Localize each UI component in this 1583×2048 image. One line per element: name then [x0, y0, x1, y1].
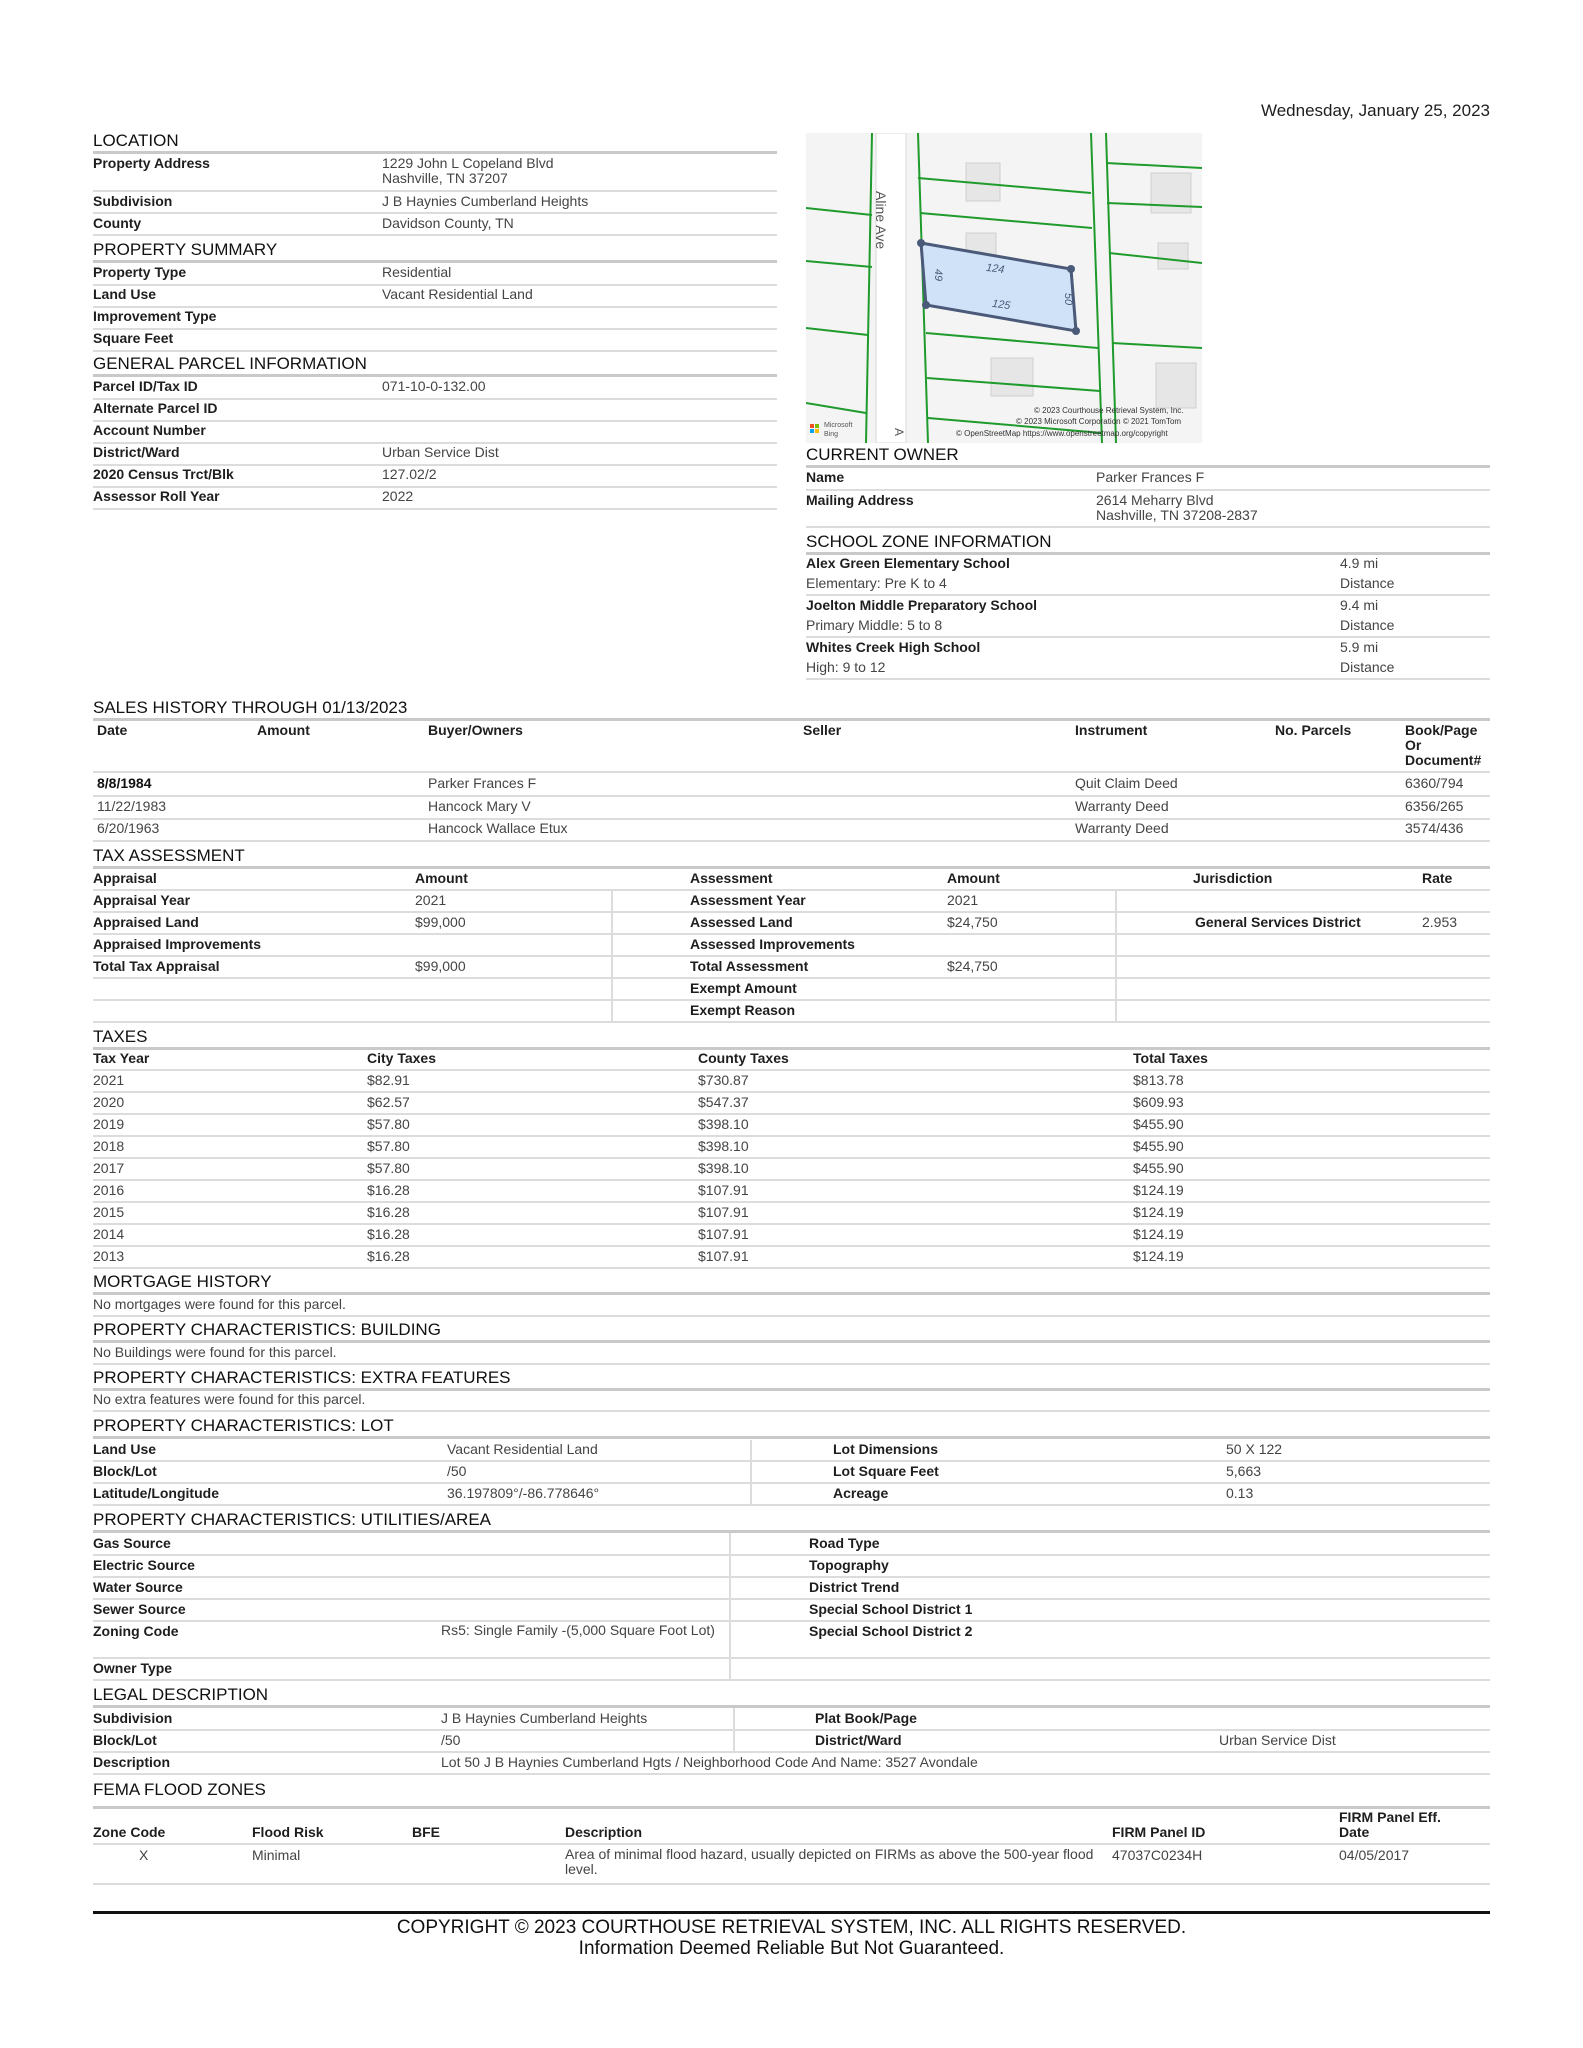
- lot-label-124: 124: [985, 261, 1006, 277]
- land-use-label: Land Use: [93, 286, 157, 302]
- row-divider: [93, 1223, 1490, 1225]
- row-divider: [93, 1113, 1490, 1115]
- row-divider: [93, 1410, 1490, 1412]
- legal-district-label: District/Ward: [815, 1732, 902, 1748]
- school-distance: 9.4 mi: [1340, 597, 1379, 613]
- section-title-fema: FEMA FLOOD ZONES: [93, 1780, 266, 1799]
- rate-value: 2.953: [1422, 914, 1458, 930]
- tax-year-cell: 2017: [93, 1160, 125, 1176]
- lot-label-125: 125: [991, 297, 1012, 313]
- fema-zone-value: X: [139, 1847, 149, 1863]
- section-title-mortgage: MORTGAGE HISTORY: [93, 1272, 272, 1291]
- section-divider: [93, 1530, 1490, 1533]
- row-divider: [93, 328, 777, 330]
- row-divider: [806, 636, 1490, 638]
- sales-header-or: Or: [1405, 737, 1422, 753]
- tax-county-cell: $107.91: [698, 1248, 749, 1264]
- sales-buyer: Hancock Wallace Etux: [428, 820, 568, 836]
- tax-year-cell: 2020: [93, 1094, 125, 1110]
- row-divider: [93, 1883, 1490, 1885]
- row-divider: [93, 1729, 1490, 1731]
- water-source-label: Water Source: [93, 1579, 183, 1595]
- tax-city-cell: $16.28: [367, 1248, 410, 1264]
- footer-disclaimer: Information Deemed Reliable But Not Guaranteed.: [578, 1938, 1005, 1959]
- section-title-current-owner: CURRENT OWNER: [806, 445, 959, 464]
- total-appraisal-value: $99,000: [415, 958, 466, 974]
- section-divider: [93, 1806, 1490, 1809]
- footer-divider: [93, 1911, 1490, 1914]
- owner-name-value: Parker Frances F: [1096, 469, 1205, 485]
- school-distance: 5.9 mi: [1340, 639, 1379, 655]
- lot-land-use-label: Land Use: [93, 1441, 157, 1457]
- lot-block-label: Block/Lot: [93, 1463, 157, 1479]
- header-appraisal: Appraisal: [93, 870, 157, 886]
- lot-sqft-value: 5,663: [1226, 1463, 1262, 1479]
- column-divider: [750, 1440, 752, 1506]
- sales-header-instrument: Instrument: [1075, 722, 1148, 738]
- special-school-district-1-label: Special School District 1: [809, 1601, 973, 1617]
- row-divider: [93, 1135, 1490, 1137]
- roll-year-value: 2022: [382, 488, 414, 504]
- school-distance: 4.9 mi: [1340, 555, 1379, 571]
- sales-header-seller: Seller: [803, 722, 842, 738]
- electric-source-label: Electric Source: [93, 1557, 195, 1573]
- building-empty-message: No Buildings were found for this parcel.: [93, 1344, 337, 1360]
- sewer-source-label: Sewer Source: [93, 1601, 186, 1617]
- improvement-type-label: Improvement Type: [93, 308, 217, 324]
- appraised-improvements-label: Appraised Improvements: [93, 936, 262, 952]
- land-use-value: Vacant Residential Land: [382, 286, 533, 302]
- district-ward-label: District/Ward: [93, 444, 180, 460]
- fema-header-zone: Zone Code: [93, 1824, 166, 1840]
- appraisal-year-label: Appraisal Year: [93, 892, 191, 908]
- parcel-map-graphic: [806, 133, 1202, 443]
- fema-description-value: Area of minimal flood hazard, usually depicted on FIRMs as above the 500-year flood level.: [565, 1846, 1094, 1877]
- legal-block-value: /50: [441, 1732, 461, 1748]
- fema-header-date: Date: [1339, 1824, 1370, 1840]
- total-assessment-label: Total Assessment: [690, 958, 809, 974]
- gas-source-label: Gas Source: [93, 1535, 171, 1551]
- map-credit-crs: © 2023 Courthouse Retrieval System, Inc.: [1034, 406, 1184, 415]
- microsoft-label: Microsoft: [824, 422, 853, 429]
- lot-dimensions-label: Lot Dimensions: [833, 1441, 939, 1457]
- tax-total-cell: $455.90: [1133, 1138, 1184, 1154]
- fema-header-bfe: BFE: [412, 1824, 440, 1840]
- header-jurisdiction: Jurisdiction: [1193, 870, 1273, 886]
- tax-county-cell: $107.91: [698, 1226, 749, 1242]
- census-label: 2020 Census Trct/Blk: [93, 466, 234, 482]
- subdivision-value: J B Haynies Cumberland Heights: [382, 193, 589, 209]
- row-divider: [93, 977, 1490, 979]
- school-distance-label: Distance: [1340, 575, 1395, 591]
- tax-county-cell: $547.37: [698, 1094, 749, 1110]
- section-divider: [93, 1705, 1490, 1708]
- header-assessment-amount: Amount: [947, 870, 1000, 886]
- property-type-value: Residential: [382, 264, 452, 280]
- row-divider: [93, 840, 1490, 842]
- exempt-amount-label: Exempt Amount: [690, 980, 797, 996]
- legal-description-label: Description: [93, 1754, 171, 1770]
- tax-city-cell: $82.91: [367, 1072, 410, 1088]
- assessed-improvements-label: Assessed Improvements: [690, 936, 855, 952]
- sales-instrument: Quit Claim Deed: [1075, 775, 1178, 791]
- row-divider: [806, 526, 1490, 528]
- sales-header-date: Date: [97, 722, 128, 738]
- row-divider: [93, 1620, 1490, 1622]
- subdivision-label: Subdivision: [93, 193, 173, 209]
- legal-district-value: Urban Service Dist: [1219, 1732, 1336, 1748]
- row-divider: [93, 771, 1490, 773]
- row-divider: [806, 594, 1490, 596]
- section-title-sales-history: SALES HISTORY THROUGH 01/13/2023: [93, 698, 408, 717]
- row-divider: [93, 1091, 1490, 1093]
- microsoft-logo-icon: [810, 424, 820, 434]
- alt-parcel-label: Alternate Parcel ID: [93, 400, 218, 416]
- census-value: 127.02/2: [382, 466, 437, 482]
- school-name: Joelton Middle Preparatory School: [806, 597, 1038, 613]
- section-title-school-zone: SCHOOL ZONE INFORMATION: [806, 532, 1052, 551]
- sales-header-buyer: Buyer/Owners: [428, 722, 523, 738]
- row-divider: [93, 999, 1490, 1001]
- sales-date: 6/20/1963: [97, 820, 160, 836]
- special-school-district-2-label: Special School District 2: [809, 1623, 973, 1639]
- row-divider: [806, 678, 1490, 680]
- mailing-address-line1: 2614 Meharry Blvd: [1096, 492, 1214, 508]
- section-divider: [806, 465, 1490, 468]
- header-rate: Rate: [1422, 870, 1453, 886]
- section-divider: [93, 1436, 1490, 1439]
- legal-block-label: Block/Lot: [93, 1732, 157, 1748]
- dimension-label-50: 50: [1062, 292, 1075, 306]
- appraised-land-label: Appraised Land: [93, 914, 199, 930]
- district-trend-label: District Trend: [809, 1579, 900, 1595]
- tax-year-cell: 2014: [93, 1226, 125, 1242]
- taxes-header-year: Tax Year: [93, 1050, 150, 1066]
- fema-header-risk: Flood Risk: [252, 1824, 324, 1840]
- school-level: Elementary: Pre K to 4: [806, 575, 947, 591]
- square-feet-label: Square Feet: [93, 330, 174, 346]
- assessed-land-label: Assessed Land: [690, 914, 793, 930]
- assessment-year-label: Assessment Year: [690, 892, 806, 908]
- section-title-parcel: GENERAL PARCEL INFORMATION: [93, 354, 367, 373]
- section-title-utilities: PROPERTY CHARACTERISTICS: UTILITIES/AREA: [93, 1510, 492, 1529]
- sales-instrument: Warranty Deed: [1075, 798, 1169, 814]
- section-title-tax-assessment: TAX ASSESSMENT: [93, 846, 245, 865]
- sales-buyer: Hancock Mary V: [428, 798, 531, 814]
- sales-header-parcels: No. Parcels: [1275, 722, 1352, 738]
- row-divider: [93, 1460, 1490, 1462]
- tax-county-cell: $107.91: [698, 1204, 749, 1220]
- section-title-legal: LEGAL DESCRIPTION: [93, 1685, 269, 1704]
- taxes-header-city: City Taxes: [367, 1050, 436, 1066]
- tax-year-cell: 2019: [93, 1116, 125, 1132]
- row-divider: [93, 1751, 1490, 1753]
- section-divider: [93, 1047, 1490, 1050]
- section-divider: [93, 866, 1490, 869]
- tax-city-cell: $57.80: [367, 1116, 410, 1132]
- county-label: County: [93, 215, 142, 231]
- tax-county-cell: $730.87: [698, 1072, 749, 1088]
- total-appraisal-label: Total Tax Appraisal: [93, 958, 220, 974]
- tax-county-cell: $398.10: [698, 1160, 749, 1176]
- mailing-address-line2: Nashville, TN 37208-2837: [1096, 507, 1258, 523]
- fema-panel-value: 47037C0234H: [1112, 1847, 1203, 1863]
- legal-description-value: Lot 50 J B Haynies Cumberland Hgts / Neighborhood Code And Name: 3527 Avondale: [441, 1754, 978, 1770]
- row-divider: [93, 1554, 1490, 1556]
- school-distance-label: Distance: [1340, 617, 1395, 633]
- lot-sqft-label: Lot Square Feet: [833, 1463, 939, 1479]
- school-name: Whites Creek High School: [806, 639, 981, 655]
- jurisdiction-value: General Services District: [1195, 914, 1361, 930]
- row-divider: [93, 1201, 1490, 1203]
- taxes-header-total: Total Taxes: [1133, 1050, 1208, 1066]
- tax-year-cell: 2016: [93, 1182, 125, 1198]
- tax-city-cell: $16.28: [367, 1182, 410, 1198]
- row-divider: [93, 1679, 1490, 1681]
- row-divider: [93, 190, 777, 192]
- section-divider: [93, 151, 777, 154]
- report-date: Wednesday, January 25, 2023: [1260, 101, 1490, 120]
- parcel-id-value: 071-10-0-132.00: [382, 378, 486, 394]
- lat-lon-label: Latitude/Longitude: [93, 1485, 219, 1501]
- tax-county-cell: $398.10: [698, 1116, 749, 1132]
- tax-total-cell: $455.90: [1133, 1160, 1184, 1176]
- tax-total-cell: $124.19: [1133, 1226, 1184, 1242]
- exempt-reason-label: Exempt Reason: [690, 1002, 796, 1018]
- header-assessment: Assessment: [690, 870, 773, 886]
- tax-county-cell: $398.10: [698, 1138, 749, 1154]
- map-credit-microsoft: © 2023 Microsoft Corporation © 2021 TomTom: [1016, 417, 1182, 426]
- tax-city-cell: $62.57: [367, 1094, 410, 1110]
- mailing-address-label: Mailing Address: [806, 492, 914, 508]
- fema-header-panel: FIRM Panel ID: [1112, 1824, 1206, 1840]
- assessment-year-value: 2021: [947, 892, 979, 908]
- parcel-id-label: Parcel ID/Tax ID: [93, 378, 198, 394]
- row-divider: [93, 1267, 1490, 1269]
- section-divider: [93, 374, 777, 377]
- tax-total-cell: $455.90: [1133, 1116, 1184, 1132]
- row-divider: [93, 955, 1490, 957]
- row-divider: [93, 1504, 1490, 1506]
- lot-land-use-value: Vacant Residential Land: [447, 1441, 598, 1457]
- row-divider: [93, 933, 1490, 935]
- acreage-value: 0.13: [1226, 1485, 1254, 1501]
- property-address-line1: 1229 John L Copeland Blvd: [382, 155, 554, 171]
- tax-total-cell: $124.19: [1133, 1204, 1184, 1220]
- sales-book-page: 6360/794: [1405, 775, 1464, 791]
- tax-year-cell: 2015: [93, 1204, 125, 1220]
- school-distance-label: Distance: [1340, 659, 1395, 675]
- legal-subdivision-label: Subdivision: [93, 1710, 173, 1726]
- tax-city-cell: $57.80: [367, 1138, 410, 1154]
- tax-total-cell: $124.19: [1133, 1182, 1184, 1198]
- lot-dimensions-value: 50 X 122: [1226, 1441, 1283, 1457]
- row-divider: [93, 795, 1490, 797]
- fema-risk-value: Minimal: [252, 1847, 301, 1863]
- district-ward-value: Urban Service Dist: [382, 444, 499, 460]
- section-title-taxes: TAXES: [93, 1027, 148, 1046]
- row-divider: [93, 1363, 1490, 1365]
- sales-instrument: Warranty Deed: [1075, 820, 1169, 836]
- property-address-label: Property Address: [93, 155, 210, 171]
- section-divider: [93, 1292, 1490, 1295]
- row-divider: [93, 1482, 1490, 1484]
- extra-features-empty-message: No extra features were found for this parcel.: [93, 1391, 366, 1407]
- footer-copyright: COPYRIGHT © 2023 COURTHOUSE RETRIEVAL SYSTEM, INC. ALL RIGHTS RESERVED.: [396, 1917, 1187, 1938]
- row-divider: [93, 1843, 1490, 1845]
- tax-total-cell: $813.78: [1133, 1072, 1184, 1088]
- parcel-map[interactable]: [806, 133, 1202, 443]
- sales-date: 8/8/1984: [97, 775, 152, 791]
- tax-total-cell: $124.19: [1133, 1248, 1184, 1264]
- roll-year-label: Assessor Roll Year: [93, 488, 220, 504]
- taxes-header-county: County Taxes: [698, 1050, 789, 1066]
- school-level: High: 9 to 12: [806, 659, 886, 675]
- topography-label: Topography: [809, 1557, 889, 1573]
- sales-header-book-page: Book/Page: [1405, 722, 1478, 738]
- tax-city-cell: $16.28: [367, 1204, 410, 1220]
- appraised-land-value: $99,000: [415, 914, 466, 930]
- section-title-location: LOCATION: [93, 131, 179, 150]
- row-divider: [93, 1021, 1490, 1023]
- bing-label: Bing: [824, 431, 839, 438]
- street-label: Aline Ave: [873, 191, 889, 250]
- tax-year-cell: 2018: [93, 1138, 125, 1154]
- owner-type-label: Owner Type: [93, 1660, 173, 1676]
- section-divider: [93, 1340, 1490, 1343]
- tax-city-cell: $57.80: [367, 1160, 410, 1176]
- tax-year-cell: 2013: [93, 1248, 125, 1264]
- row-divider: [93, 818, 1490, 820]
- section-title-extra-features: PROPERTY CHARACTERISTICS: EXTRA FEATURES: [93, 1368, 511, 1387]
- section-divider: [93, 260, 777, 263]
- section-title-lot: PROPERTY CHARACTERISTICS: LOT: [93, 1416, 394, 1435]
- total-assessment-value: $24,750: [947, 958, 998, 974]
- row-divider: [93, 1773, 1490, 1775]
- county-value: Davidson County, TN: [382, 215, 514, 231]
- legal-subdivision-value: J B Haynies Cumberland Heights: [441, 1710, 648, 1726]
- row-divider: [93, 508, 777, 510]
- sales-header-document: Document#: [1405, 752, 1482, 768]
- acreage-label: Acreage: [833, 1485, 889, 1501]
- row-divider: [93, 1179, 1490, 1181]
- section-title-property-summary: PROPERTY SUMMARY: [93, 240, 278, 259]
- row-divider: [93, 1245, 1490, 1247]
- street-label-short: A: [892, 428, 906, 437]
- sales-book-page: 6356/265: [1405, 798, 1464, 814]
- tax-county-cell: $107.91: [698, 1182, 749, 1198]
- fema-header-description: Description: [565, 1824, 643, 1840]
- plat-book-label: Plat Book/Page: [815, 1710, 917, 1726]
- sales-buyer: Parker Frances F: [428, 775, 537, 791]
- row-divider: [93, 212, 777, 214]
- row-divider: [93, 234, 777, 236]
- map-credit-osm[interactable]: © OpenStreetMap https://www.openstreetmap.org/copyright: [956, 429, 1168, 438]
- assessed-land-value: $24,750: [947, 914, 998, 930]
- section-title-building: PROPERTY CHARACTERISTICS: BUILDING: [93, 1320, 441, 1339]
- row-divider: [93, 350, 777, 352]
- row-divider: [93, 889, 1490, 891]
- row-divider: [93, 1315, 1490, 1317]
- row-divider: [93, 911, 1490, 913]
- mortgage-empty-message: No mortgages were found for this parcel.: [93, 1296, 346, 1312]
- row-divider: [93, 1576, 1490, 1578]
- property-address-line2: Nashville, TN 37207: [382, 170, 508, 186]
- fema-header-effective: FIRM Panel Eff.: [1339, 1809, 1441, 1825]
- property-type-label: Property Type: [93, 264, 187, 280]
- school-name: Alex Green Elementary School: [806, 555, 1010, 571]
- school-level: Primary Middle: 5 to 8: [806, 617, 943, 633]
- sales-header-amount: Amount: [257, 722, 310, 738]
- lot-block-value: /50: [447, 1463, 467, 1479]
- row-divider: [93, 1157, 1490, 1159]
- tax-year-cell: 2021: [93, 1072, 125, 1088]
- dimension-label-49: 49: [932, 268, 945, 282]
- header-appraisal-amount: Amount: [415, 870, 468, 886]
- sales-book-page: 3574/436: [1405, 820, 1464, 836]
- appraisal-year-value: 2021: [415, 892, 447, 908]
- row-divider: [806, 489, 1490, 491]
- zoning-code-value: Rs5: Single Family -(5,000 Square Foot Lot): [441, 1622, 715, 1638]
- sales-date: 11/22/1983: [97, 798, 167, 814]
- tax-city-cell: $16.28: [367, 1226, 410, 1242]
- row-divider: [93, 1069, 1490, 1071]
- row-divider: [93, 1598, 1490, 1600]
- lat-lon-value: 36.197809°/-86.778646°: [447, 1485, 600, 1501]
- owner-name-label: Name: [806, 469, 845, 485]
- section-divider: [93, 718, 1490, 721]
- account-number-label: Account Number: [93, 422, 206, 438]
- fema-date-value: 04/05/2017: [1339, 1847, 1410, 1863]
- tax-total-cell: $609.93: [1133, 1094, 1184, 1110]
- zoning-code-label: Zoning Code: [93, 1623, 179, 1639]
- row-divider: [93, 1657, 1490, 1659]
- road-type-label: Road Type: [809, 1535, 880, 1551]
